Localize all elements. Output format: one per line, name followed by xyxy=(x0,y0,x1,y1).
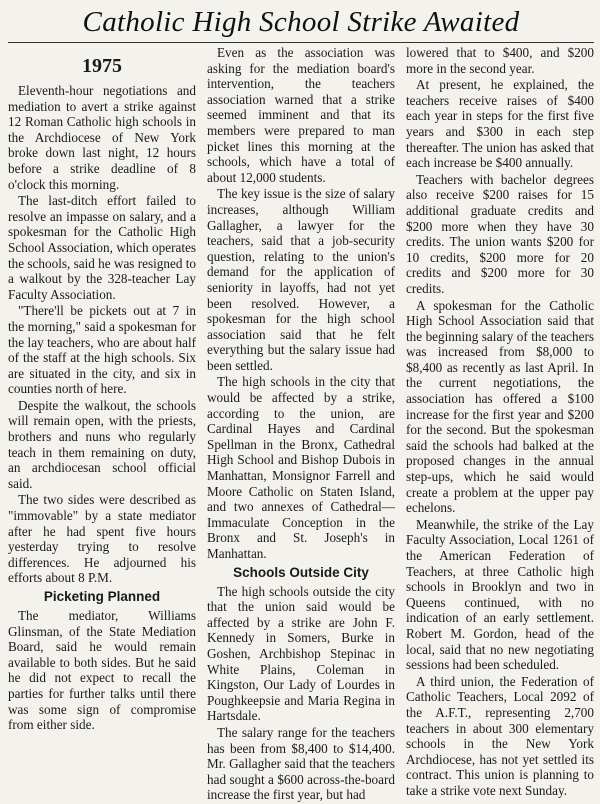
article-column-2 xyxy=(207,45,395,804)
article-paragraph: The salary range for the teachers has been from $8,400 to $14,400. Mr. Gallagher said that the teachers had sought a $600 across-the-board increase the first year, but had xyxy=(207,724,395,803)
article-column-1 xyxy=(8,45,196,804)
article-paragraph: The mediator, Williams Glinsman, of the State Mediation Board, said he would remain available to both sides. But he said he did not expect to recall the parties for further talks until there was some sign of compromise from either side. xyxy=(8,608,196,733)
article-paragraph: "There'll be pickets out at 7 in the morning," said a spokesman for the lay teachers, who are about half of the staff at the high schools. Six are situated in the city, and six in counties north of here. xyxy=(8,303,196,397)
column-2-body xyxy=(207,45,395,803)
column-1-body xyxy=(8,83,196,733)
headline-rule xyxy=(8,42,594,43)
article-paragraph: The high schools outside the city that the union said would be affected by a strike are John F. Kennedy in Somers, Burke in Goshen, Archbishop Stepinac in White Plains, Coleman in Kingston, Our Lady of Lourdes in Poughkeepsie and Maria Regina in Hartsdale. xyxy=(207,583,395,724)
article-paragraph: The key issue is the size of salary increases, although William Gallagher, a lawyer for the teachers, said that a job-security question, relating to the union's demand for the application of seniority in layoffs, had not yet been resolved. However, a spokesman for the high school association said that he felt everything but the salary issue had been settled. xyxy=(207,186,395,373)
article-paragraph: Even as the association was asking for the mediation board's intervention, the teachers association warned that a strike seemed imminent and that its members were prepared to man picket lines this morning at the schools, which have a total of about 12,000 students. xyxy=(207,45,395,185)
article-paragraph: lowered that to $400, and $200 more in the second year. xyxy=(406,45,594,76)
article-paragraph: Eleventh-hour negotiations and mediation to avert a strike against 12 Roman Catholic high schools in the Archdiocese of New York broke down last night, 12 hours before a strike deadline of 8 o'clock this morning. xyxy=(8,83,196,192)
article-paragraph: At present, he explained, the teachers receive raises of $400 each year in steps for the first five years and $300 in each step thereafter. The union has asked that each increase be $400 annually. xyxy=(406,77,594,171)
article-paragraph: Meanwhile, the strike of the Lay Faculty Association, Local 1261 of the American Federation of Teachers, at three Catholic high schools in Brooklyn and two in Queens continued, with no indication of an early settlement. Robert M. Gordon, head of the local, said that no new negotiating sessions had been scheduled. xyxy=(406,516,594,673)
section-subhead: Schools Outside City xyxy=(233,564,369,580)
section-subhead: Picketing Planned xyxy=(43,589,161,604)
article-paragraph: A spokesman for the Catholic High School Association said that the beginning salary of the teachers was increased from $8,000 to $8,400 as recently as last April. In the current negotiations, the association has offered a $100 increase for the first year and $200 for the second. But the spokesman said the schools had balked at the proposed changes in the annual step-ups, which he said would create a problem at the upper pay echelons. xyxy=(406,297,594,516)
article-paragraph: Teachers with bachelor degrees also receive $200 raises for 15 additional graduate credits and $200 more when they have 30 credits. The union wants $200 for 10 credits, $200 more for 20 credits and $200 more for 30 credits. xyxy=(406,171,594,296)
article-paragraph: A third union, the Federation of Catholic Teachers, Local 2092 of the A.F.T., representing 2,700 teachers in about 300 elementary schools in the New York Archdiocese, has not yet settled its contract. This union is planning to take a strike vote next Sunday. xyxy=(406,673,594,798)
headline: Catholic High School Strike Awaited xyxy=(82,6,520,38)
column-3-body xyxy=(406,45,594,799)
article-column-3 xyxy=(406,45,594,804)
article-paragraph: The last-ditch effort failed to resolve an impasse on salary, and a spokesman for the Catholic High School Association, which operates the schools, said he was resigned to a walkout by the 328-teacher Lay Faculty Association. xyxy=(8,193,196,302)
article-paragraph: The two sides were described as "immovable" by a state mediator after he had spent five hours yesterday trying to resolve differences. He adjourned his efforts about 8 P.M. xyxy=(8,492,196,586)
article-paragraph: Despite the walkout, the schools will remain open, with the priests, brothers and nuns who regularly teach in them remaining on duty, an archdiocesan school official said. xyxy=(8,397,196,491)
article-paragraph: The high schools in the city that would be affected by a strike, according to the union, are Cardinal Hayes and Cardinal Spellman in the Bronx, Cathedral High School and Bishop Dubois in Manhattan, Monsignor Farrell and Moore Catholic on Staten Island, and two annexes of Cathedral—Immaculate Conception in the Bronx and St. Joseph's in Manhattan. xyxy=(207,374,395,561)
year-label: 1975 xyxy=(82,55,122,77)
article-columns xyxy=(8,45,594,804)
